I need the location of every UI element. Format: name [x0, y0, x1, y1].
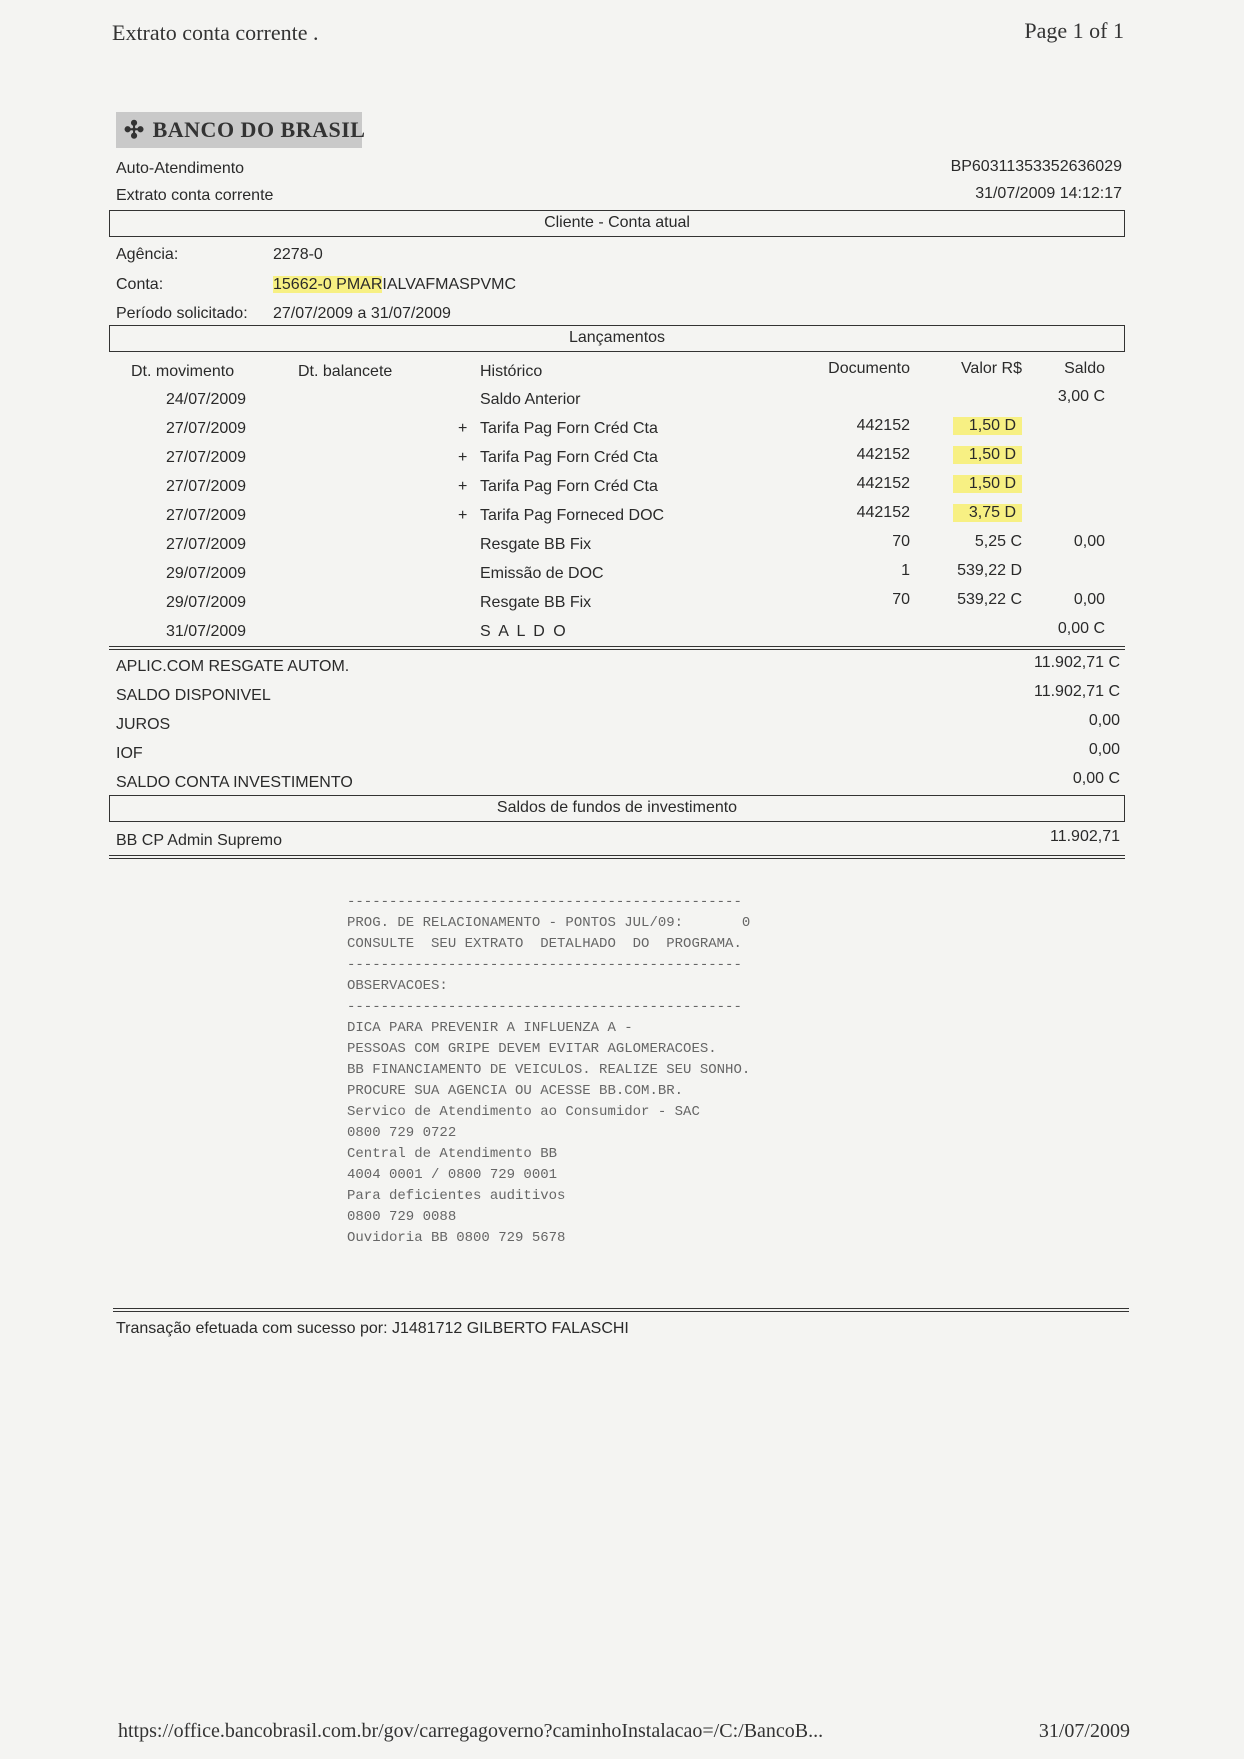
print-page-number: Page 1 of 1	[1024, 18, 1124, 43]
row-valor: 1,50 D	[953, 475, 1022, 493]
row-date: 24/07/2009	[166, 391, 247, 408]
table-row	[0, 417, 1244, 449]
row-sign: +	[458, 449, 468, 466]
row-historico: Tarifa Pag Forneced DOC	[480, 507, 665, 524]
row-documento: 442152	[856, 504, 910, 521]
row-valor: 539,22 D	[957, 562, 1022, 579]
row-documento: 442152	[856, 475, 910, 492]
row-documento: 442152	[856, 446, 910, 463]
auto-atendimento-label: Auto-Atendimento	[116, 160, 245, 177]
row-valor: 3,75 D	[953, 504, 1022, 522]
transaction-rule	[113, 1308, 1129, 1312]
notes-line: BB FINANCIAMENTO DE VEICULOS. REALIZE SEU SONHO.	[347, 1062, 751, 1078]
section-fundos	[109, 795, 1125, 822]
row-historico: Resgate BB Fix	[480, 536, 592, 553]
row-historico: Resgate BB Fix	[480, 594, 592, 611]
fund-end-rule	[109, 855, 1125, 859]
table-row	[0, 504, 1244, 536]
row-historico: Tarifa Pag Forn Créd Cta	[480, 420, 658, 437]
notes-prog-line-2: CONSULTE SEU EXTRATO DETALHADO DO PROGRAMA.	[347, 936, 742, 952]
row-date: 27/07/2009	[166, 478, 247, 495]
row-historico: Tarifa Pag Forn Créd Cta	[480, 478, 658, 495]
row-saldo: 0,00 C	[1057, 620, 1105, 637]
summary-value: 0,00	[1088, 712, 1120, 729]
header-documento: Documento	[828, 360, 910, 377]
row-saldo: 3,00 C	[1057, 388, 1105, 405]
conta-value	[273, 276, 516, 294]
row-documento: 1	[901, 562, 910, 579]
summary-value: 11.902,71 C	[1034, 654, 1120, 671]
section-lancamentos	[109, 325, 1125, 352]
summary-label: SALDO CONTA INVESTIMENTO	[116, 774, 353, 791]
header-saldo: Saldo	[1064, 360, 1105, 377]
row-valor: 5,25 C	[974, 533, 1022, 550]
row-valor: 1,50 D	[953, 417, 1022, 435]
row-historico: S A L D O	[480, 623, 568, 640]
table-row	[0, 591, 1244, 623]
table-end-rule	[109, 646, 1125, 650]
table-row	[0, 475, 1244, 507]
summary-value: 0,00	[1088, 741, 1120, 758]
transaction-text: Transação efetuada com sucesso por: J1481712 GILBERTO FALASCHI	[116, 1320, 629, 1337]
periodo-value: 27/07/2009 a 31/07/2009	[273, 305, 451, 322]
row-valor: 1,50 D	[953, 446, 1022, 464]
header-valor: Valor R$	[960, 360, 1022, 377]
notes-prog-line-1: PROG. DE RELACIONAMENTO - PONTOS JUL/09: 0	[347, 915, 751, 931]
print-footer-url: https://office.bancobrasil.com.br/gov/carregagoverno?caminhoInstalacao=/C:/BancoB...	[118, 1720, 824, 1742]
notes-line: Servico de Atendimento ao Consumidor - SAC	[347, 1104, 700, 1120]
summary-row	[0, 712, 1244, 745]
fund-label: BB CP Admin Supremo	[116, 832, 283, 849]
agencia-label: Agência:	[116, 246, 179, 263]
summary-label: APLIC.COM RESGATE AUTOM.	[116, 658, 350, 675]
summary-value: 11.902,71 C	[1034, 683, 1120, 700]
notes-line: 0800 729 0088	[347, 1209, 457, 1225]
fund-value: 11.902,71	[1050, 828, 1120, 845]
table-row	[0, 533, 1244, 565]
notes-line: 4004 0001 / 0800 729 0001	[347, 1167, 558, 1183]
row-historico: Tarifa Pag Forn Créd Cta	[480, 449, 658, 466]
notes-line: DICA PARA PREVENIR A INFLUENZA A -	[347, 1020, 633, 1036]
row-historico: Emissão de DOC	[480, 565, 604, 582]
summary-value: 0,00 C	[1072, 770, 1120, 787]
section-fundos-title: Saldos de fundos de investimento	[496, 799, 738, 816]
notes-dash-1: -----------------------------------------------	[347, 894, 742, 910]
row-valor: 539,22 C	[957, 591, 1022, 608]
notes-dash-2: -----------------------------------------------	[347, 957, 742, 973]
notes-line: Central de Atendimento BB	[347, 1146, 558, 1162]
notes-line: Para deficientes auditivos	[347, 1188, 566, 1204]
row-date: 29/07/2009	[166, 565, 247, 582]
header-historico: Histórico	[480, 363, 543, 380]
conta-value-highlighted: 15662-0 PMAR	[273, 276, 383, 293]
row-saldo: 0,00	[1073, 533, 1105, 550]
notes-line: PESSOAS COM GRIPE DEVEM EVITAR AGLOMERACOES.	[347, 1041, 717, 1057]
row-date: 27/07/2009	[166, 536, 247, 553]
conta-label: Conta:	[116, 276, 164, 293]
summary-row	[0, 741, 1244, 774]
row-date: 27/07/2009	[166, 449, 247, 466]
row-saldo: 0,00	[1073, 591, 1105, 608]
periodo-label: Período solicitado:	[116, 305, 248, 322]
row-documento: 70	[892, 533, 910, 550]
notes-observacoes: OBSERVACOES:	[347, 978, 448, 994]
header-dt-balancete: Dt. balancete	[298, 363, 393, 380]
row-date: 29/07/2009	[166, 594, 247, 611]
print-header-title: Extrato conta corrente .	[112, 20, 319, 45]
conta-value-rest: IALVAFMASPVMC	[382, 276, 517, 293]
document-code: BP60311353352636029	[950, 158, 1122, 175]
document-datetime: 31/07/2009 14:12:17	[975, 185, 1122, 202]
logo-text: BANCO DO BRASIL	[152, 117, 366, 142]
summary-label: SALDO DISPONIVEL	[116, 687, 271, 704]
section-lancamentos-title: Lançamentos	[568, 329, 666, 346]
row-date: 27/07/2009	[166, 420, 247, 437]
notes-dash-3: -----------------------------------------------	[347, 999, 742, 1015]
bb-logo-icon: ✣	[124, 117, 145, 144]
table-row	[0, 388, 1244, 420]
row-sign: +	[458, 478, 468, 495]
notes-line: PROCURE SUA AGENCIA OU ACESSE BB.COM.BR.	[347, 1083, 684, 1099]
row-sign: +	[458, 507, 468, 524]
row-historico: Saldo Anterior	[480, 391, 581, 408]
section-cliente-title: Cliente - Conta atual	[544, 214, 690, 231]
agencia-value: 2278-0	[273, 246, 323, 263]
extrato-label: Extrato conta corrente	[116, 187, 274, 204]
table-row	[0, 446, 1244, 478]
section-cliente	[109, 210, 1125, 237]
header-dt-movimento: Dt. movimento	[131, 363, 235, 380]
summary-row	[0, 683, 1244, 716]
banco-do-brasil-logo	[116, 112, 366, 148]
summary-label: IOF	[116, 745, 143, 762]
table-row	[0, 562, 1244, 594]
print-footer-date: 31/07/2009	[1038, 1720, 1130, 1742]
row-sign: +	[458, 420, 468, 437]
notes-line: Ouvidoria BB 0800 729 5678	[347, 1230, 566, 1246]
notes-line: 0800 729 0722	[347, 1125, 457, 1141]
row-date: 27/07/2009	[166, 507, 247, 524]
row-documento: 442152	[856, 417, 910, 434]
summary-label: JUROS	[116, 716, 171, 733]
row-date: 31/07/2009	[166, 623, 247, 640]
row-documento: 70	[892, 591, 910, 608]
